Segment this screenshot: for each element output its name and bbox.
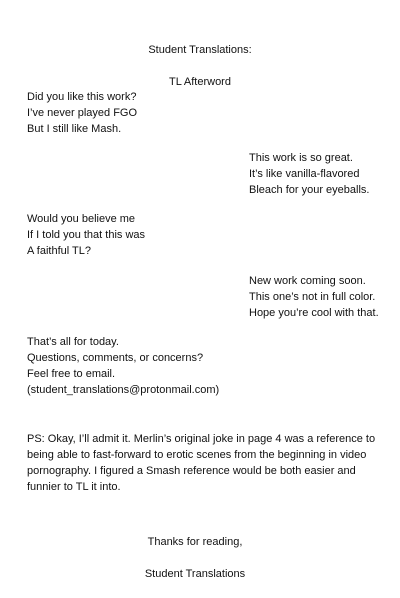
response-1-paragraph: This work is so great. It’s like vanilla-flavored Bleach for your eyeballs. <box>249 152 370 196</box>
question-1-paragraph: Did you like this work? I’ve never played FGO But I still like Mash. <box>27 91 138 135</box>
signoff <box>0 518 390 598</box>
postscript-paragraph: PS: Okay, I’ll admit it. Merlin’s original joke in page 4 was a reference to being able to fast-forward to erotic scenes from the beginning in video pornography. I figured a Smash reference would be both easier and funnier to TL it into. <box>27 433 376 493</box>
signoff-line-1: Thanks for reading, <box>147 536 243 548</box>
closing-paragraph: That’s all for today. Questions, comments, or concerns? Feel free to email. (student_translations@protonmail.com) <box>27 336 220 396</box>
response-2-paragraph: New work coming soon. This one’s not in full color. Hope you’re cool with that. <box>249 275 379 319</box>
title-line-1: Student Translations: <box>148 44 252 56</box>
title-line-2: TL Afterword <box>169 76 231 88</box>
question-2-paragraph: Would you believe me If I told you that this was A faithful TL? <box>27 213 146 257</box>
signoff-line-2: Student Translations <box>144 568 246 580</box>
